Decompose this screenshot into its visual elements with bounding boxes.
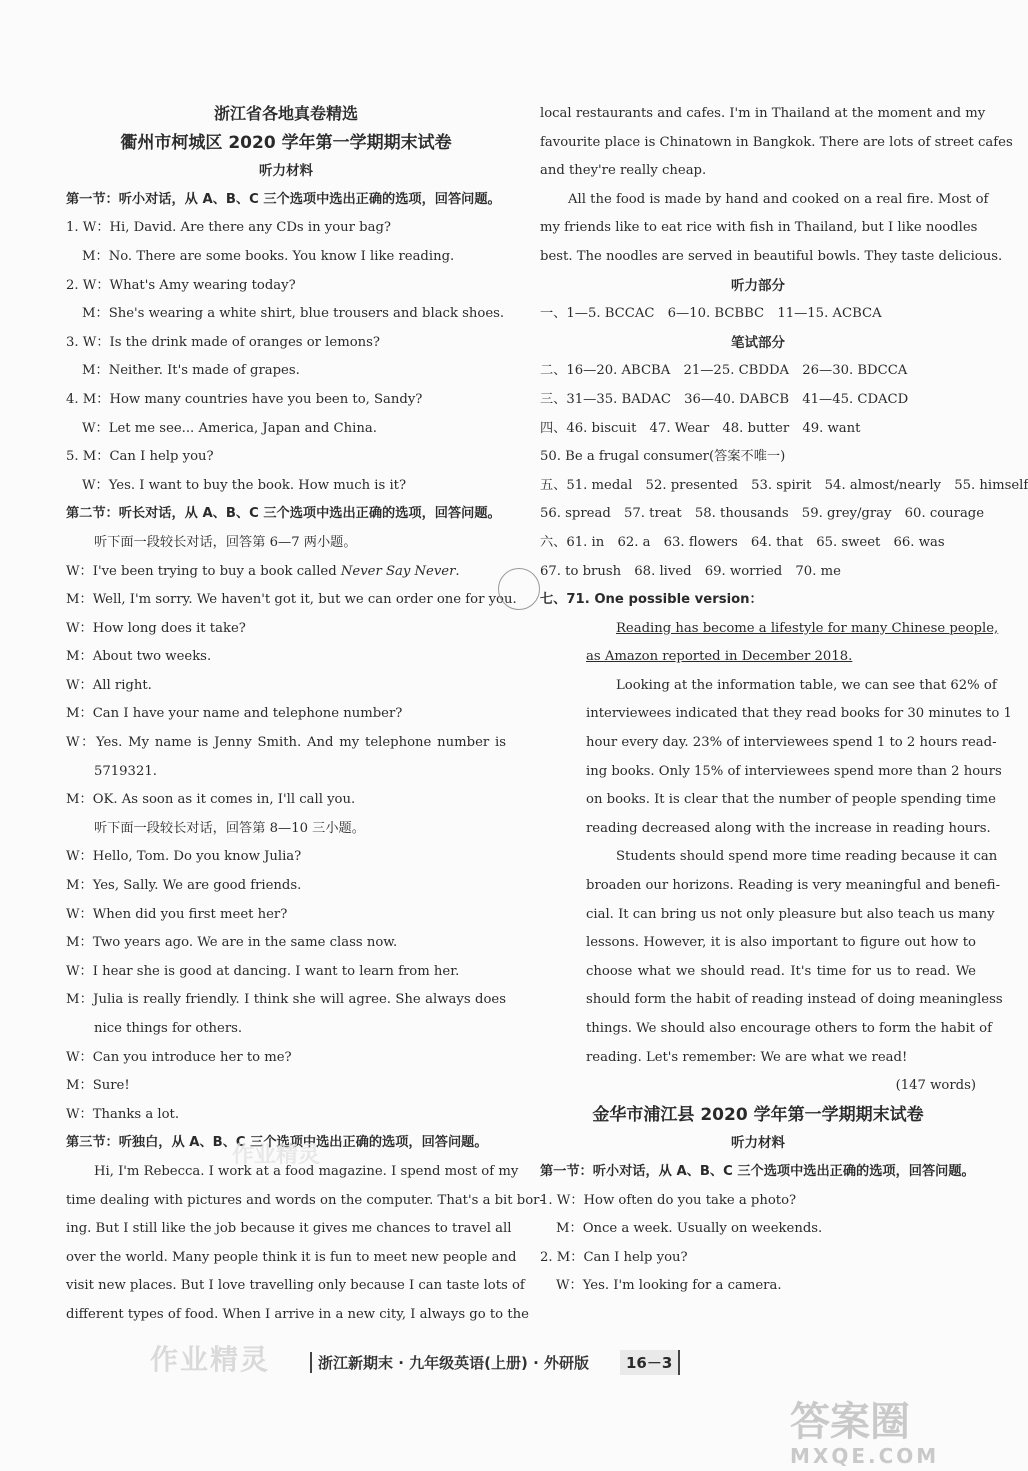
essay-line: Students should spend more time reading because it can — [616, 849, 998, 865]
footer-book-title: 浙江新期末 · 九年级英语(上册) · 外研版 — [310, 1352, 589, 1373]
monologue-line: over the world. Many people think it is fun to meet new people and — [66, 1249, 517, 1265]
answer-line: 50. Be a frugal consumer(答案不唯一) — [540, 449, 786, 465]
dialogue-line: M：Once a week. Usually on weekends. — [556, 1221, 823, 1237]
essay-line: interviewees indicated that they read books for 30 minutes to 1 — [586, 706, 1012, 722]
dialogue-line: W：All right. — [66, 677, 152, 693]
monologue-line: Hi, I'm Rebecca. I work at a food magazine. I spend most of my — [94, 1163, 519, 1179]
dialogue-line: W：How long does it take? — [66, 620, 246, 636]
section-heading: 第一节：听小对话，从 A、B、C 三个选项中选出正确的选项，回答问题。 — [540, 1163, 975, 1179]
monologue-line: and they're really cheap. — [540, 163, 707, 179]
answer-line: 67. to brush 68. lived 69. worried 70. me — [540, 563, 841, 579]
right-column — [540, 100, 1028, 1301]
subtitle: 听力材料 — [731, 1135, 785, 1152]
watermark-mid: 作业精灵 — [232, 1143, 321, 1168]
dialogue-line: M：She's wearing a white shirt, blue trousers and black shoes. — [82, 306, 505, 322]
monologue-line: different types of food. When I arrive in a new city, I always go to the — [66, 1306, 529, 1322]
dialogue-line: M：About two weeks. — [66, 649, 212, 665]
essay-line: ing books. Only 15% of interviewees spend more than 2 hours — [586, 763, 1002, 779]
essay-line: reading decreased along with the increase in reading hours. — [586, 820, 991, 836]
essay-line: hour every day. 23% of interviewees spend 1 to 2 hours read- — [586, 735, 997, 751]
dialogue-line: 2. M：Can I help you? — [540, 1249, 688, 1265]
stamp-mark — [498, 568, 540, 610]
answer-line: 56. spread 57. treat 58. thousands 59. grey/gray 60. courage — [540, 506, 985, 522]
dialogue-line: 1. W：Hi, David. Are there any CDs in your bag? — [66, 220, 391, 236]
dialogue-line — [66, 558, 506, 587]
dialogue-line: W：Yes. My name is Jenny Smith. And my telephone number is — [66, 735, 506, 751]
watermark-brand-text: 答案圈 — [790, 1399, 910, 1445]
essay-line: Reading has become a lifestyle for many Chinese people, — [616, 620, 999, 636]
dialogue-line: 5. M：Can I help you? — [66, 449, 214, 465]
section-heading: 第二节：听长对话，从 A、B、C 三个选项中选出正确的选项，回答问题。 — [66, 506, 501, 522]
exam-title: 衢州市柯城区 2020 学年第一学期期末试卷 — [120, 132, 452, 153]
monologue-line: All the food is made by hand and cooked on a real fire. Most of — [568, 191, 989, 207]
answer-line: 五、51. medal 52. presented 53. spirit 54. almost/nearly 55. himself — [540, 477, 1028, 493]
dialogue-line: 1. W：How often do you take a photo? — [540, 1192, 797, 1208]
dialogue-line: 2. W：What's Amy wearing today? — [66, 277, 296, 293]
essay-line: should form the habit of reading instead of doing meaningless — [586, 992, 1003, 1008]
word-count: (147 words) — [895, 1078, 976, 1094]
dialogue-line: W：Thanks a lot. — [66, 1106, 180, 1122]
dialogue-line: M：Yes, Sally. We are good friends. — [66, 878, 302, 894]
dialogue-line: 4. M：How many countries have you been to, Sandy? — [66, 391, 423, 407]
essay-line: lessons. However, it is also important to figure out how to — [586, 935, 976, 951]
monologue-line: my friends like to eat rice with fish in Thailand, but I like noodles — [540, 220, 978, 236]
essay-line: Looking at the information table, we can see that 62% of — [616, 677, 997, 693]
essay-line: broaden our horizons. Reading is very meaningful and benefi- — [586, 878, 1001, 894]
dialogue-line: nice things for others. — [94, 1021, 243, 1036]
answer-line: 四、46. biscuit 47. Wear 48. butter 49. want — [540, 420, 861, 436]
monologue-line: time dealing with pictures and words on the computer. That's a bit bor- — [66, 1192, 544, 1208]
dialogue-line: M：Well, I'm sorry. We haven't got it, but we can order one for you. — [66, 592, 517, 608]
monologue-line: local restaurants and cafes. I'm in Thailand at the moment and my — [540, 106, 986, 121]
section-heading: 第三节：听独白，从 A、B、C 三个选项中选出正确的选项，回答问题。 — [66, 1135, 488, 1151]
dialogue-text: W：I've been trying to buy a book called — [66, 563, 341, 579]
dialogue-line: 5719321. — [94, 763, 157, 779]
dialogue-line: W：Yes. I'm looking for a camera. — [556, 1278, 782, 1294]
essay-line: on books. It is clear that the number of people spending time — [586, 792, 996, 808]
monologue-line: visit new places. But I love travelling only because I can taste lots of — [66, 1278, 525, 1294]
dialogue-line: W：I hear she is good at dancing. I want to learn from her. — [66, 963, 460, 979]
dialogue-line: M：Sure! — [66, 1078, 130, 1094]
page-number: 16－3 — [620, 1350, 680, 1375]
answer-heading: 笔试部分 — [731, 334, 785, 351]
watermark-logo: 作业精灵 — [150, 1343, 271, 1376]
dialogue-text: . — [455, 563, 460, 579]
essay-line: things. We should also encourage others to form the habit of — [586, 1021, 992, 1036]
dialogue-line: M：Two years ago. We are in the same class now. — [66, 935, 398, 951]
dialogue-line: M：OK. As soon as it comes in, I'll call you. — [66, 792, 356, 808]
monologue-line: ing. But I still like the job because it gives me chances to travel all — [66, 1221, 512, 1237]
instruction-line: 听下面一段较长对话，回答第 8—10 三小题。 — [94, 820, 365, 836]
page-footer — [150, 1344, 990, 1384]
answer-heading: 听力部分 — [731, 277, 785, 294]
watermark-brand — [790, 1399, 980, 1468]
monologue-line: best. The noodles are served in beautiful bowls. They taste delicious. — [540, 248, 1003, 264]
dialogue-line: M：Neither. It's made of grapes. — [82, 363, 300, 379]
answer-line: 二、16—20. ABCBA 21—25. CBDDA 26—30. BDCCA — [540, 363, 908, 379]
answer-line: 六、61. in 62. a 63. flowers 64. that 65. sweet 66. was — [540, 534, 945, 550]
section-title: 浙江省各地真卷精选 — [213, 104, 358, 123]
answer-line: 七、71. One possible version： — [540, 592, 763, 608]
answer-line: 三、31—35. BADAC 36—40. DABCB 41—45. CDACD — [540, 391, 909, 407]
answer-line: 一、1—5. BCCAC 6—10. BCBBC 11—15. ACBCA — [540, 306, 882, 322]
dialogue-line: M：Can I have your name and telephone number? — [66, 706, 403, 722]
dialogue-line: W：Yes. I want to buy the book. How much is it? — [82, 477, 407, 493]
dialogue-line: W：Can you introduce her to me? — [66, 1049, 292, 1065]
watermark-url: MXQE.COM — [790, 1444, 940, 1468]
book-title: Never Say Never — [340, 563, 456, 579]
instruction-line: 听下面一段较长对话，回答第 6—7 两小题。 — [94, 534, 357, 550]
dialogue-line: W：Let me see... America, Japan and China. — [82, 420, 377, 436]
dialogue-line: M：No. There are some books. You know I like reading. — [82, 248, 455, 264]
exam-title: 金华市浦江县 2020 学年第一学期期末试卷 — [592, 1104, 924, 1125]
essay-line: choose what we should read. It's time for us to read. We — [586, 963, 976, 979]
dialogue-line: W：When did you first meet her? — [66, 906, 288, 922]
essay-line: cial. It can bring us not only pleasure but also teach us many — [586, 906, 995, 922]
subtitle: 听力材料 — [259, 163, 313, 180]
essay-line: reading. Let's remember: We are what we read! — [586, 1049, 908, 1065]
dialogue-line: W：Hello, Tom. Do you know Julia? — [66, 849, 302, 865]
essay-line: as Amazon reported in December 2018. — [586, 649, 853, 665]
dialogue-line: 3. W：Is the drink made of oranges or lemons? — [66, 334, 380, 350]
monologue-line: favourite place is Chinatown in Bangkok. There are lots of street cafes — [540, 134, 1013, 150]
section-heading: 第一节：听小对话，从 A、B、C 三个选项中选出正确的选项，回答问题。 — [66, 191, 501, 207]
dialogue-line: M：Julia is really friendly. I think she will agree. She always does — [66, 992, 506, 1008]
